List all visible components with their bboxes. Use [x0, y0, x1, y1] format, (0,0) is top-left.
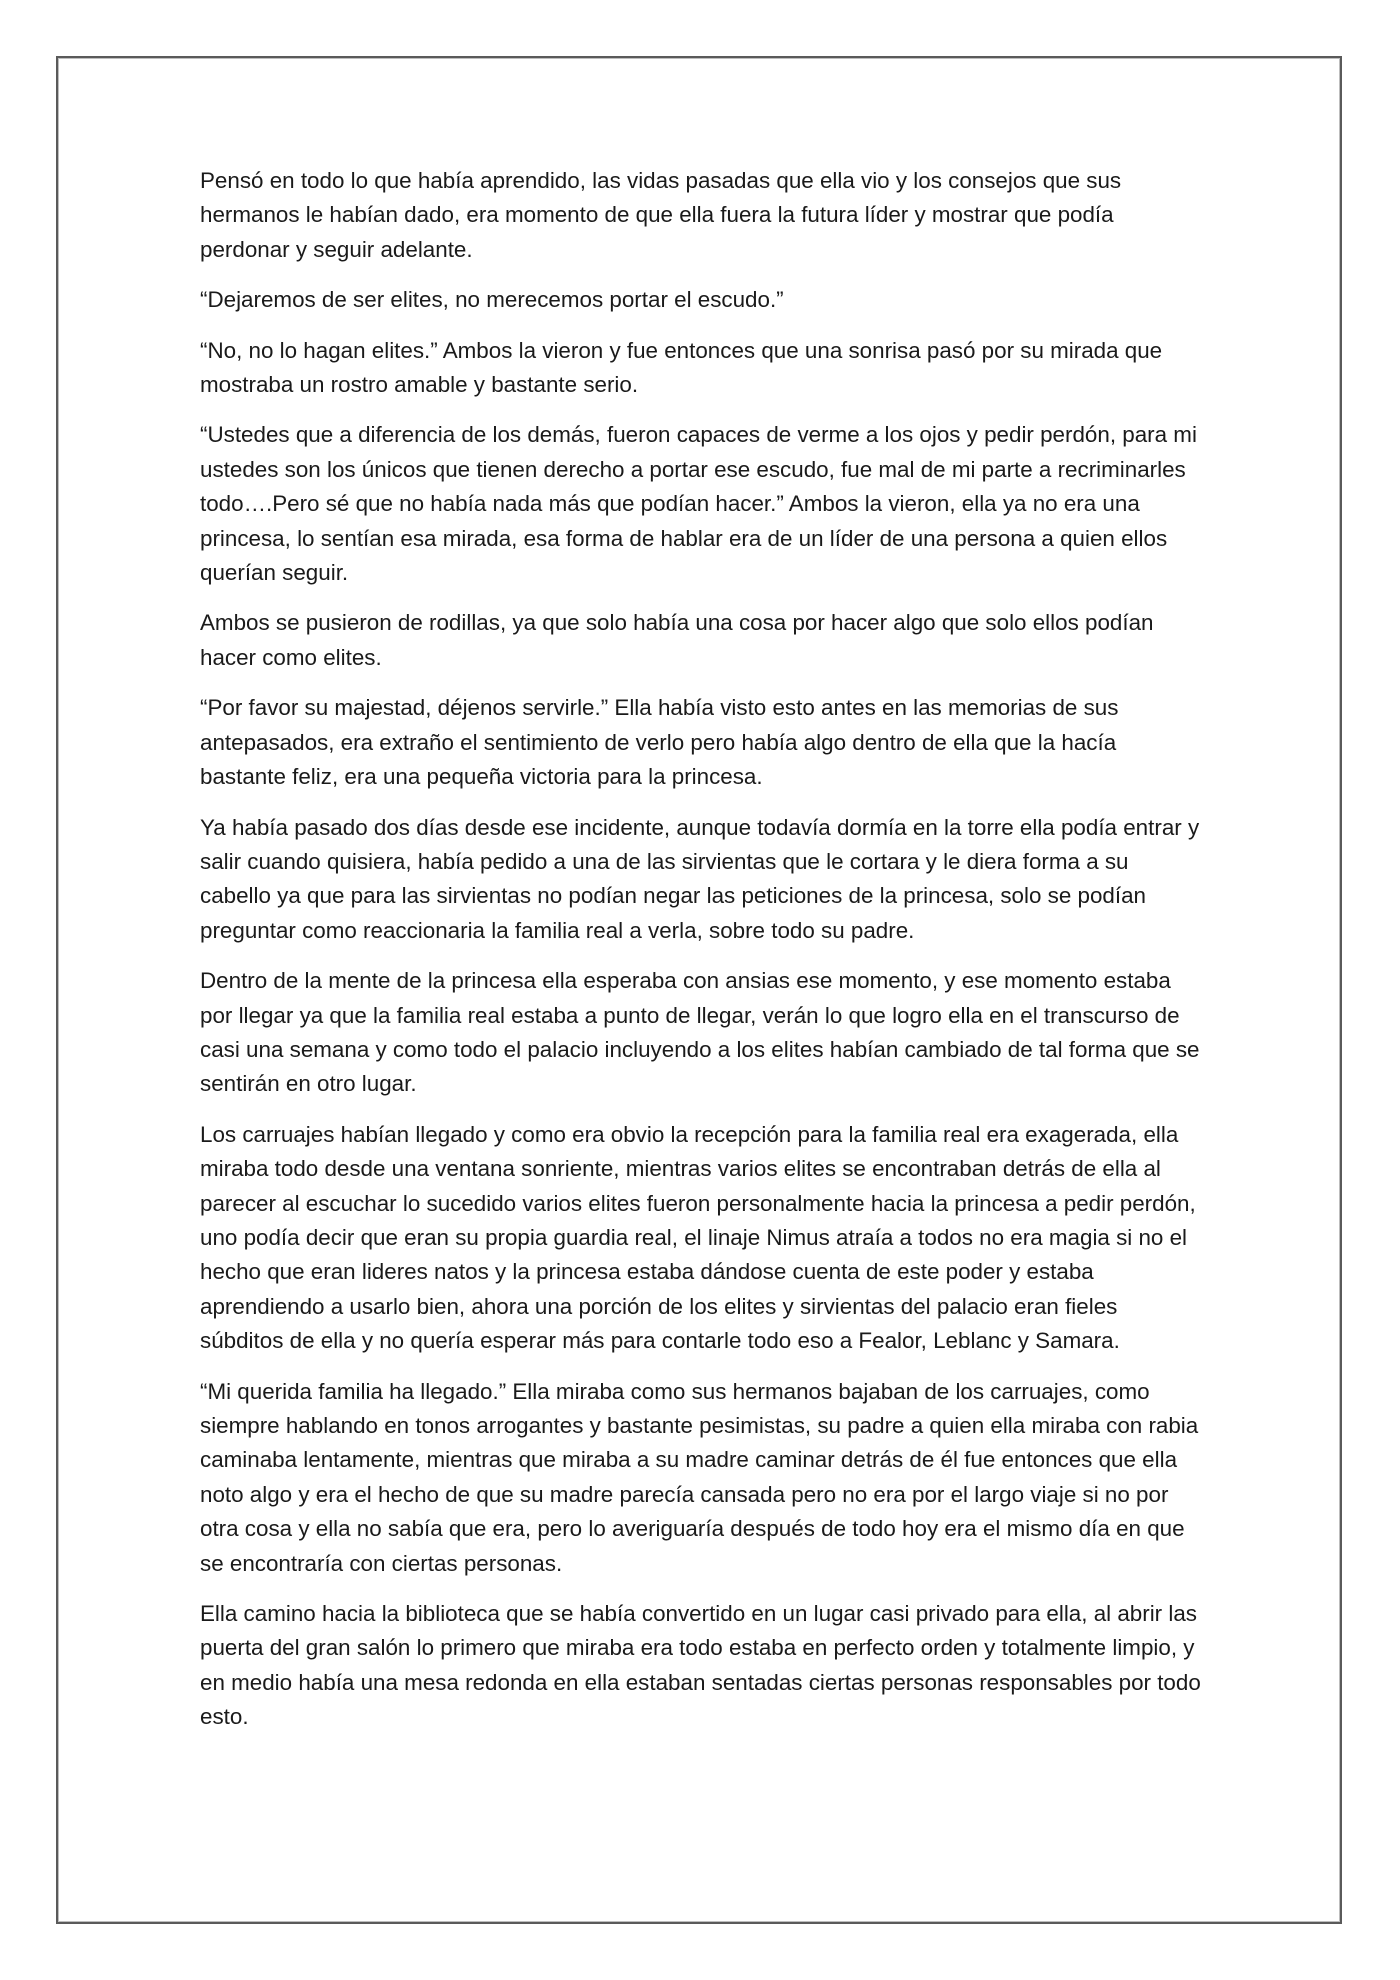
paragraph-5: Ambos se pusieron de rodillas, ya que solo había una cosa por hacer algo que solo ellos podían hacer como elites. — [200, 610, 1154, 670]
paragraph-10: “Mi querida familia ha llegado.” Ella miraba como sus hermanos bajaban de los carruajes, como siempre hablando en tonos arrogantes y bastante pesimistas, su padre a quien ella miraba con rabia caminaba lentamente, mientras que miraba a su madre caminar detrás de él fue entonces que ella noto algo y era el hecho de que su madre parecía cansada pero no era por el largo viaje si no por otra cosa y ella no sabía que era, pero lo averiguaría después de todo hoy era el mismo día en que se encontraría con ciertas personas. — [200, 1378, 1199, 1576]
paragraph-1: Pensó en todo lo que había aprendido, las vidas pasadas que ella vio y los consejos que sus hermanos le habían dado, era momento de que ella fuera la futura líder y mostrar que podía perdonar y seguir adelante. — [200, 168, 1122, 262]
paragraph-3: “No, no lo hagan elites.” Ambos la vieron y fue entonces que una sonrisa pasó por su mirada que mostraba un rostro amable y bastante serio. — [200, 337, 1163, 398]
paragraph-6: “Por favor su majestad, déjenos servirle.” Ella había visto esto antes en las memorias de sus antepasados, era extraño el sentimiento de verlo pero había algo dentro de ella que la hacía bastante feliz, era una pequeña victoria para la princesa. — [200, 695, 1119, 790]
paragraph-9: Los carruajes habían llegado y como era obvio la recepción para la familia real era exagerada, ella miraba todo desde una ventana sonriente, mientras varios elites se encontraban detrás de ella al parecer al escuchar lo sucedido varios elites fueron personalmente hacia la princesa a pedir perdón, uno podía decir que eran su propia guardia real, el linaje Nimus atraía a todos no era magia si no el hecho que eran lideres natos y la princesa estaba dándose cuenta de este poder y estaba aprendiendo a usarlo bien, ahora una porción de los elites y sirvientas del palacio eran fieles súbditos de ella y no quería esperar más para contarle todo eso a Fealor, Leblanc y Samara. — [200, 1121, 1196, 1354]
paragraph-7: Ya había pasado dos días desde ese incidente, aunque todavía dormía en la torre ella podía entrar y salir cuando quisiera, había pedido a una de las sirvientas que le cortara y le diera forma a su cabello ya que para las sirvientas no podían negar las peticiones de la princesa, solo se podían preguntar como reaccionaria la familia real a verla, sobre todo su padre. — [200, 814, 1200, 943]
paragraph-8: Dentro de la mente de la princesa ella esperaba con ansias ese momento, y ese momento estaba por llegar ya que la familia real estaba a punto de llegar, verán lo que logro ella en el transcurso de casi una semana y como todo el palacio incluyendo a los elites habían cambiado de tal forma que se sentirán en otro lugar. — [200, 968, 1200, 1097]
paragraph-4: “Ustedes que a diferencia de los demás, fueron capaces de verme a los ojos y pedir perdón, para mi ustedes son los únicos que tienen derecho a portar ese escudo, fue mal de mi parte a recriminarles todo….Pero sé que no había nada más que podían hacer.” Ambos la vieron, ella ya no era una princesa, lo sentían esa mirada, esa forma de hablar era de un líder de una persona a quien ellos querían seguir. — [200, 422, 1197, 586]
paragraph-2: “Dejaremos de ser elites, no merecemos portar el escudo.” — [200, 287, 784, 313]
document-body — [200, 164, 1204, 1751]
paragraph-11: Ella camino hacia la biblioteca que se había convertido en un lugar casi privado para ella, al abrir las puerta del gran salón lo primero que miraba era todo estaba en perfecto orden y totalmente limpio, y en medio había una mesa redonda en ella estaban sentadas ciertas personas responsables por todo esto. — [200, 1601, 1201, 1730]
